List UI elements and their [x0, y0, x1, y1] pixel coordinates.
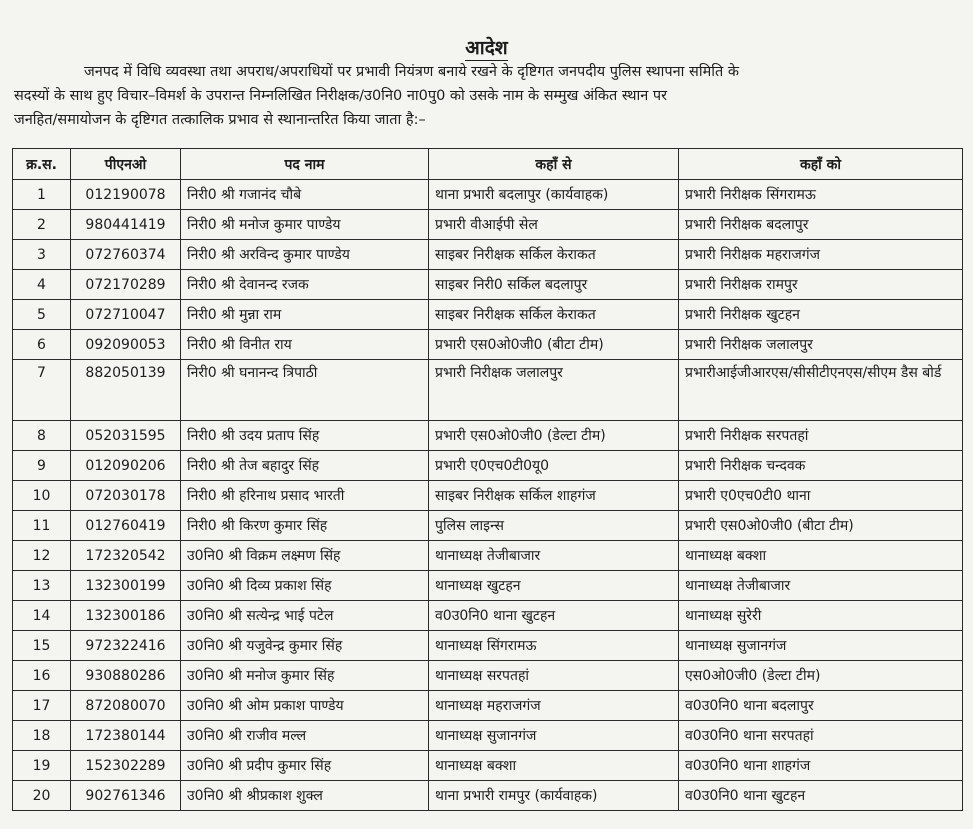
serial-cell: 5 [13, 300, 71, 330]
serial-cell: 4 [13, 270, 71, 300]
pno-cell: 012090206 [71, 451, 181, 481]
name-cell: उ0नि0 श्री दिव्य प्रकाश सिंह [181, 571, 429, 601]
table-row [13, 691, 963, 721]
name-cell: निरी0 श्री विनीत राय [181, 330, 429, 360]
table-row [13, 330, 963, 360]
order-heading [0, 34, 973, 60]
pno-cell: 930880286 [71, 661, 181, 691]
table-row [13, 751, 963, 781]
table-row [13, 631, 963, 661]
header-pno: पीएनओ [71, 149, 181, 180]
from-cell: थाना प्रभारी बदलापुर (कार्यवाहक) [429, 180, 679, 210]
from-cell: थानाध्यक्ष खुटहन [429, 571, 679, 601]
serial-cell: 15 [13, 631, 71, 661]
serial-cell: 6 [13, 330, 71, 360]
from-cell: साइबर निरी0 सर्किल बदलापुर [429, 270, 679, 300]
table-row [13, 481, 963, 511]
serial-cell: 10 [13, 481, 71, 511]
from-cell: साइबर निरीक्षक सर्किल केराकत [429, 240, 679, 270]
table-row [13, 721, 963, 751]
name-cell: निरी0 श्री मुन्ना राम [181, 300, 429, 330]
from-cell: व0उ0नि0 थाना खुटहन [429, 601, 679, 631]
from-cell: प्रभारी एस0ओ0जी0 (डेल्टा टीम) [429, 421, 679, 451]
to-cell: एस0ओ0जी0 (डेल्टा टीम) [679, 661, 963, 691]
to-cell: व0उ0नि0 थाना खुटहन [679, 781, 963, 811]
pno-cell: 872080070 [71, 691, 181, 721]
to-cell: प्रभारी निरीक्षक बदलापुर [679, 210, 963, 240]
serial-cell: 13 [13, 571, 71, 601]
from-cell: थानाध्यक्ष महराजगंज [429, 691, 679, 721]
name-cell: उ0नि0 श्री श्रीप्रकाश शुक्ल [181, 781, 429, 811]
table-row [13, 781, 963, 811]
from-cell: साइबर निरीक्षक सर्किल केराकत [429, 300, 679, 330]
serial-cell: 17 [13, 691, 71, 721]
table-row [13, 661, 963, 691]
from-cell: पुलिस लाइन्स [429, 511, 679, 541]
name-cell: निरी0 श्री घनानन्द त्रिपाठी [181, 360, 429, 421]
to-cell: प्रभारी निरीक्षक चन्दवक [679, 451, 963, 481]
pno-cell: 132300199 [71, 571, 181, 601]
serial-cell: 19 [13, 751, 71, 781]
name-cell: निरी0 श्री अरविन्द कुमार पाण्डेय [181, 240, 429, 270]
table-row [13, 240, 963, 270]
intro-line: सदस्यों के साथ हुए विचार–विमर्श के उपरान्त निम्नलिखित निरीक्षक/उ0नि0 ना0पु0 को उसके नाम के सम्मुख अंकित स्थान पर [14, 88, 668, 104]
serial-cell: 14 [13, 601, 71, 631]
to-cell: थानाध्यक्ष सुजानगंज [679, 631, 963, 661]
pno-cell: 152302289 [71, 751, 181, 781]
serial-cell: 18 [13, 721, 71, 751]
pno-cell: 132300186 [71, 601, 181, 631]
header-to: कहाँ को [679, 149, 963, 180]
from-cell: प्रभारी वीआईपी सेल [429, 210, 679, 240]
pno-cell: 012760419 [71, 511, 181, 541]
name-cell: निरी0 श्री किरण कुमार सिंह [181, 511, 429, 541]
table-row [13, 601, 963, 631]
from-cell: थानाध्यक्ष सुजानगंज [429, 721, 679, 751]
serial-cell: 3 [13, 240, 71, 270]
name-cell: उ0नि0 श्री सत्येन्द्र भाई पटेल [181, 601, 429, 631]
from-cell: थानाध्यक्ष तेजीबाजार [429, 541, 679, 571]
name-cell: निरी0 श्री देवानन्द रजक [181, 270, 429, 300]
to-cell: थानाध्यक्ष सुरेरी [679, 601, 963, 631]
to-cell: प्रभारी एस0ओ0जी0 (बीटा टीम) [679, 511, 963, 541]
order-intro [14, 60, 959, 132]
to-cell: प्रभारी निरीक्षक सिंगरामऊ [679, 180, 963, 210]
to-cell: प्रभारी निरीक्षक सरपतहां [679, 421, 963, 451]
header-from: कहाँ से [429, 149, 679, 180]
pno-cell: 172320542 [71, 541, 181, 571]
to-cell: प्रभारी ए0एच0टी0 थाना [679, 481, 963, 511]
to-cell: प्रभारी निरीक्षक महराजगंज [679, 240, 963, 270]
from-cell: प्रभारी एस0ओ0जी0 (बीटा टीम) [429, 330, 679, 360]
to-cell: व0उ0नि0 थाना बदलापुर [679, 691, 963, 721]
serial-cell: 20 [13, 781, 71, 811]
to-cell: प्रभारीआईजीआरएस/सीसीटीएनएस/सीएम डैस बोर्ड [679, 360, 963, 421]
table-row [13, 571, 963, 601]
table-row [13, 270, 963, 300]
name-cell: उ0नि0 श्री विक्रम लक्ष्मण सिंह [181, 541, 429, 571]
pno-cell: 012190078 [71, 180, 181, 210]
serial-cell: 11 [13, 511, 71, 541]
header-designation-name: पद नाम [181, 149, 429, 180]
from-cell: थानाध्यक्ष सिंगरामऊ [429, 631, 679, 661]
name-cell: निरी0 श्री गजानंद चौबे [181, 180, 429, 210]
name-cell: निरी0 श्री हरिनाथ प्रसाद भारती [181, 481, 429, 511]
pno-cell: 072030178 [71, 481, 181, 511]
to-cell: प्रभारी निरीक्षक रामपुर [679, 270, 963, 300]
to-cell: व0उ0नि0 थाना शाहगंज [679, 751, 963, 781]
from-cell: साइबर निरीक्षक सर्किल शाहगंज [429, 481, 679, 511]
name-cell: उ0नि0 श्री राजीव मल्ल [181, 721, 429, 751]
name-cell: उ0नि0 श्री ओम प्रकाश पाण्डेय [181, 691, 429, 721]
intro-line: जनपद में विधि व्यवस्था तथा अपराध/अपराधियों पर प्रभावी नियंत्रण बनाये रखने के दृष्टिगत जनपदीय पुलिस स्थापना समिति के [84, 64, 740, 80]
table-row [13, 541, 963, 571]
serial-cell: 2 [13, 210, 71, 240]
table-row [13, 421, 963, 451]
serial-cell: 1 [13, 180, 71, 210]
table-body [13, 180, 963, 811]
name-cell: उ0नि0 श्री प्रदीप कुमार सिंह [181, 751, 429, 781]
order-heading-text: आदेश [465, 37, 508, 59]
pno-cell: 052031595 [71, 421, 181, 451]
from-cell: थानाध्यक्ष सरपतहां [429, 661, 679, 691]
header-serial: क्र.स. [13, 149, 71, 180]
pno-cell: 072170289 [71, 270, 181, 300]
name-cell: निरी0 श्री तेज बहादुर सिंह [181, 451, 429, 481]
to-cell: प्रभारी निरीक्षक खुटहन [679, 300, 963, 330]
serial-cell: 16 [13, 661, 71, 691]
pno-cell: 172380144 [71, 721, 181, 751]
table-row [13, 360, 963, 421]
to-cell: व0उ0नि0 थाना सरपतहां [679, 721, 963, 751]
transfer-table [12, 148, 963, 811]
table-row [13, 180, 963, 210]
to-cell: थानाध्यक्ष तेजीबाजार [679, 571, 963, 601]
from-cell: प्रभारी निरीक्षक जलालपुर [429, 360, 679, 421]
from-cell: थाना प्रभारी रामपुर (कार्यवाहक) [429, 781, 679, 811]
from-cell: प्रभारी ए0एच0टी0यू0 [429, 451, 679, 481]
pno-cell: 980441419 [71, 210, 181, 240]
to-cell: प्रभारी निरीक्षक जलालपुर [679, 330, 963, 360]
pno-cell: 882050139 [71, 360, 181, 421]
name-cell: उ0नि0 श्री मनोज कुमार सिंह [181, 661, 429, 691]
pno-cell: 092090053 [71, 330, 181, 360]
table-row [13, 210, 963, 240]
pno-cell: 072760374 [71, 240, 181, 270]
table-row [13, 300, 963, 330]
table-row [13, 511, 963, 541]
name-cell: निरी0 श्री मनोज कुमार पाण्डेय [181, 210, 429, 240]
serial-cell: 7 [13, 360, 71, 421]
pno-cell: 972322416 [71, 631, 181, 661]
pno-cell: 072710047 [71, 300, 181, 330]
to-cell: थानाध्यक्ष बक्शा [679, 541, 963, 571]
intro-line: जनहित/समायोजन के दृष्टिगत तत्कालिक प्रभाव से स्थानान्तरित किया जाता है:– [14, 112, 426, 128]
name-cell: निरी0 श्री उदय प्रताप सिंह [181, 421, 429, 451]
from-cell: थानाध्यक्ष बक्शा [429, 751, 679, 781]
serial-cell: 9 [13, 451, 71, 481]
name-cell: उ0नि0 श्री यजुवेन्द्र कुमार सिंह [181, 631, 429, 661]
table-row [13, 451, 963, 481]
pno-cell: 902761346 [71, 781, 181, 811]
table-header-row [13, 149, 963, 180]
serial-cell: 8 [13, 421, 71, 451]
serial-cell: 12 [13, 541, 71, 571]
